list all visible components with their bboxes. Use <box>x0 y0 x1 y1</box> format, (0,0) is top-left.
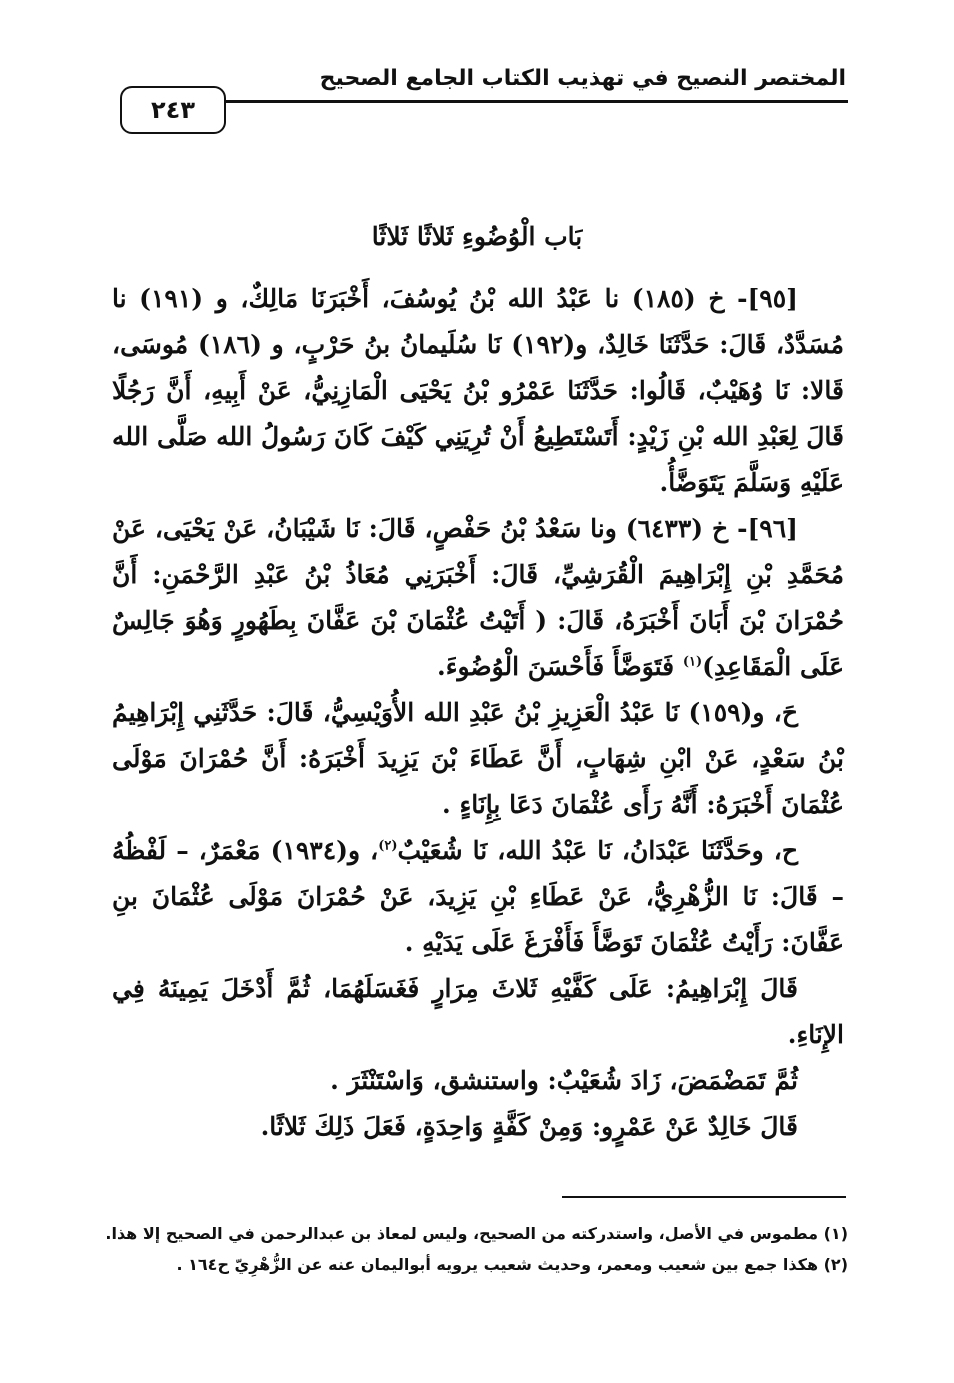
paragraph-96-text: [٩٦]- خ (٦٤٣٣) ونا سَعْدُ بْنُ حَفْصٍ، قَالَ: نَا شَيْبَانُ، عَنْ يَحْيَى، عَنْ مُحَمَّدِ بْنِ إِبْرَاهِيمَ الْقُرَشِيِّ، قَالَ: أَخْبَرَنِي مُعَاذُ بْنُ عَبْدِ الرَّحْمَنِ: أَنَّ حُمْرَانَ بْنَ أَبَانَ أَخْبَرَهُ، قَالَ: ( أَتَيْتُ عُثْمَانَ بْنَ عَفَّانَ بِطَهُورٍ وَهُوَ جَالِسٌ عَلَى الْمَقَاعِدِ) <box>112 514 844 681</box>
footnote-marker-2: (٢) <box>378 838 398 854</box>
paragraph-ha-2-text: ح، وحَدَّثَنَا عَبْدَانُ، نَا عَبْدُ الله، نَا شُعَيْبٌ <box>397 836 798 865</box>
paragraph-ibrahim: قَالَ إِبْرَاهِيمُ: عَلَى كَفَّيْهِ ثَلاثَ مِرَارٍ فَغَسَلَهُمَا، ثُمَّ أَدْخَلَ يَمِينَهُ فِي الإِنَاءِ. <box>112 974 844 1049</box>
chapter-heading: بَاب الْوُضُوءِ ثَلاثًا ثَلاثًا <box>371 222 583 251</box>
footnotes <box>105 1218 848 1280</box>
paragraph-madmada: ثُمَّ تَمَضْمَضَ، زَادَ شُعَيْبٌ: واستنشق، وَاسْتَنْثَرَ . <box>330 1066 798 1095</box>
paragraph-ha-2-text-end: ، و(١٩٣٤) مَعْمَرٌ، – لَفْظُهُ – قَالَ: نَا الزُّهْرِيُّ، عَنْ عَطَاءِ بْنِ يَزِيدَ، عَنْ حُمْرَانَ مَوْلَى عُثْمَانَ بنِ عَفَّانَ: رَأَيْتُ عُثْمَانَ تَوَضَّأَ فَأَفْرَغَ عَلَى يَدَيْهِ . <box>112 836 844 957</box>
header-rule <box>225 100 848 103</box>
page-number: ٢٤٣ <box>151 96 195 124</box>
footnote-separator <box>562 1196 846 1198</box>
paragraph-ha-2 <box>112 828 844 966</box>
footnote-1: (١) مطموس في الأصل، واستدركته من الصحيح، وليس لمعاذ بن عبدالرحمن في الصحيح إلا هذا. <box>105 1224 848 1243</box>
paragraph-96-text-end: فَتَوَضَّأَ فَأَحْسَنَ الْوُضُوءَ. <box>437 652 683 681</box>
page-number-frame <box>120 86 226 134</box>
main-text <box>112 276 844 1150</box>
running-title: المختصر النصيح في تهذيب الكتاب الجامع الصحيح <box>319 66 846 91</box>
paragraph-96 <box>112 506 844 690</box>
footnote-2: (٢) هكذا جمع بين شعيب ومعمر، وحديث شعيب يرويه أبواليمان عنه عن الزُّهْرِيّ ح١٦٤ . <box>176 1255 848 1274</box>
paragraph-khalid: قَالَ خَالِدٌ عَنْ عَمْرٍو: وَمِنْ كَفَّةٍ وَاحِدَةٍ، فَعَلَ ذَلِكَ ثَلاثًا. <box>260 1112 798 1141</box>
footnote-marker-1: (١) <box>682 654 703 670</box>
paragraph-95: [٩٥]- خ (١٨٥) نا عَبْدُ الله بْنُ يُوسُفَ، أَخْبَرَنَا مَالِكٌ، و (١٩١) نا مُسَدَّدٌ، قَالَ: حَدَّثَنَا خَالِدٌ، و(١٩٢) نَا سُلَيمانُ بنُ حَرْبٍ، و (١٨٦) مُوسَى، قَالا: نَا وُهَيْبٌ، قَالُوا: حَدَّثَنَا عَمْرُو بْنُ يَحْيَى الْمَازِنِيُّ، عَنْ أَبِيهِ، أَنَّ رَجُلًا قَالَ لِعَبْدِ الله بْنِ زَيْدٍ: أَتَسْتَطِيعُ أَنْ تُرِيَنِي كَيْفَ كَانَ رَسُولُ الله صَلَّى الله عَلَيْهِ وَسَلَّمَ يَتَوَضَّأُ. <box>112 284 844 497</box>
paragraph-ha-1: حَ، و(١٥٩) نَا عَبْدُ الْعَزِيزِ بْنُ عَبْدِ الله الأُوَيْسِيُّ، قَالَ: حَدَّثَنِي إِبْرَاهِيمُ بْنُ سَعْدٍ، عَنْ ابْنِ شِهَابٍ، أَنَّ عَطَاءَ بْنَ يَزِيدَ أَخْبَرَهُ: أَنَّ حُمْرَانَ مَوْلَى عُثْمَانَ أَخْبَرَهُ: أَنَّهُ رَأَى عُثْمَانَ دَعَا بِإِنَاءٍ . <box>112 698 844 819</box>
